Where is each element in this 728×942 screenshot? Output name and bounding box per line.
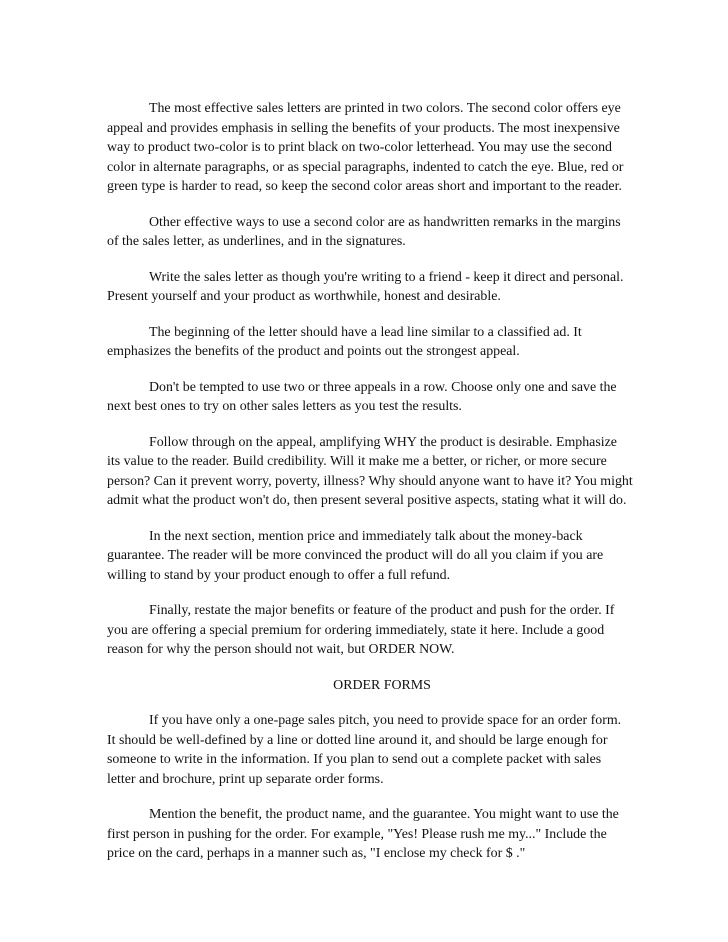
paragraph-write-to-friend: Write the sales letter as though you're writing to a friend - keep it direct and personal. Present yourself and your product as worthwhile, honest and desirable. <box>107 269 624 304</box>
paragraph-second-color-uses: Other effective ways to use a second color are as handwritten remarks in the margins of the sales letter, as underlines, and in the signatures. <box>107 214 621 249</box>
document-body <box>107 99 633 880</box>
paragraph-order-now: Finally, restate the major benefits or feature of the product and push for the order. If you are offering a special premium for ordering immediately, state it here. Include a good reason for why the person should not wait, but ORDER NOW. <box>107 603 615 657</box>
paragraph-single-appeal: Don't be tempted to use two or three appeals in a row. Choose only one and save the next best ones to try on other sales letters as you test the results. <box>107 379 617 414</box>
paragraph-two-colors: The most effective sales letters are printed in two colors. The second color offers eye appeal and provides emphasis in selling the benefits of your products. The most inexpensive way to product two-color is to print black on two-color letterhead. You may use the second color in alternate paragraphs, or as special paragraphs, indented to catch the eye. Blue, red or green type is harder to read, so keep the second color areas short and important to the reader. <box>107 101 624 194</box>
paragraph-lead-line: The beginning of the letter should have a lead line similar to a classified ad. It emphasizes the benefits of the product and points out the strongest appeal. <box>107 324 582 359</box>
paragraph-follow-through: Follow through on the appeal, amplifying WHY the product is desirable. Emphasize its value to the reader. Build credibility. Will it make me a better, or richer, or more secure person? Can it prevent worry, poverty, illness? Why should anyone want to have it? You might admit what the product won't do, then present several positive aspects, stating what it will do. <box>107 434 633 508</box>
paragraph-order-form-content: Mention the benefit, the product name, and the guarantee. You might want to use the first person in pushing for the order. For example, "Yes! Please rush me my..." Include the price on the card, perhaps in a manner such as, "I enclose my check for $ ." <box>107 807 619 861</box>
paragraph-order-form-space: If you have only a one-page sales pitch, you need to provide space for an order form. It should be well-defined by a line or dotted line around it, and should be large enough for someone to write in the information. If you plan to send out a complete packet with sales letter and brochure, print up separate order forms. <box>107 713 622 787</box>
section-heading: ORDER FORMS <box>333 677 431 693</box>
paragraph-price-guarantee: In the next section, mention price and immediately talk about the money-back guarantee. The reader will be more convinced the product will do all you claim if you are willing to stand by your product enough to offer a full refund. <box>107 528 604 583</box>
